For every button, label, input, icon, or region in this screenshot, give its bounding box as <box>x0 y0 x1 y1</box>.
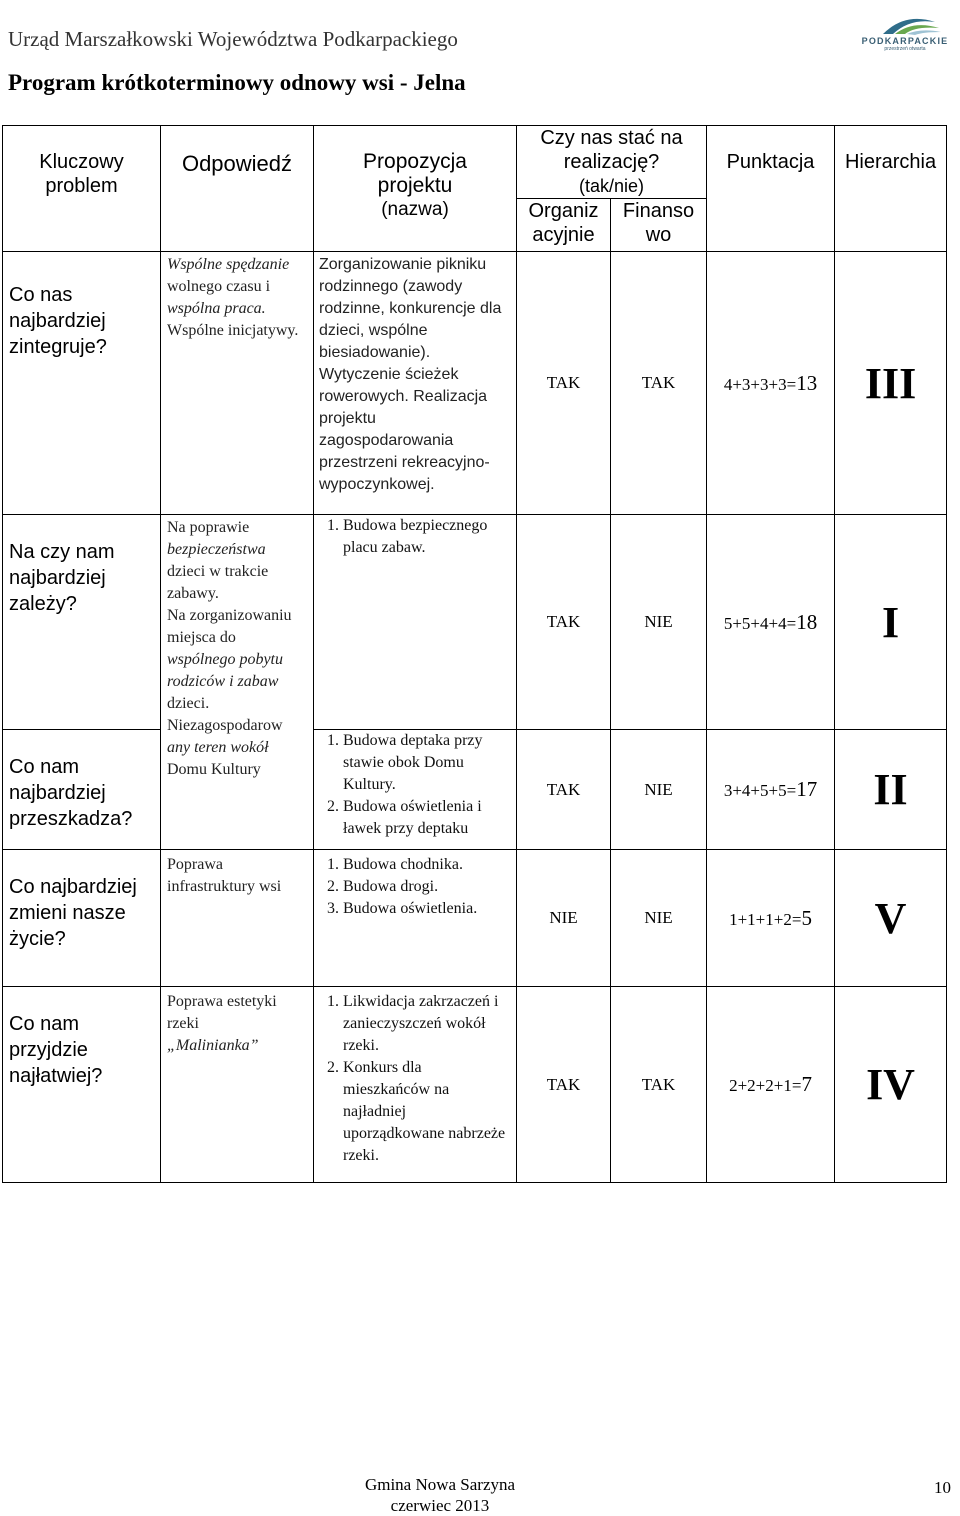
row1-answer: Wspólne spędzanie wolnego czasu i wspólna praca. Wspólne inicjatywy. <box>161 252 314 515</box>
row5-hierarchy: IV <box>835 987 947 1183</box>
row1-points: 4+3+3+3=13 <box>707 252 835 515</box>
logo-text: PODKARPACKIE <box>861 36 949 46</box>
row4-hierarchy: V <box>835 850 947 987</box>
merged-answer: Na poprawie bezpieczeństwa dzieci w trakcie zabawy. Na zorganizowaniu miejsca do wspólnego pobytu rodziców i zabaw dzieci. Niezagospodarow any teren wokół Domu Kultury <box>161 515 314 850</box>
row5-problem: Co nam przyjdzie najłatwiej? <box>3 987 161 1183</box>
program-table <box>2 125 947 1183</box>
logo-swoosh-icon <box>855 8 955 38</box>
logo-subtitle: przestrzeń otwarta <box>884 46 926 52</box>
header-org: Organiz acyjnie <box>517 199 611 252</box>
list-item: 2. Budowa drogi. <box>343 876 511 898</box>
footer <box>0 1474 880 1516</box>
row5-org: TAK <box>517 987 611 1183</box>
footer-municipality: Gmina Nowa Sarzyna <box>364 1475 516 1494</box>
podkarpackie-logo <box>855 8 955 54</box>
row4-proposal <box>314 850 517 987</box>
row4-org: NIE <box>517 850 611 987</box>
row1-hierarchy: III <box>835 252 947 515</box>
list-item: 3. Budowa oświetlenia. <box>343 898 511 920</box>
row2-hierarchy: I <box>835 515 947 730</box>
header-proposal: Propozycja projektu (nazwa) <box>314 126 517 252</box>
list-item: 1. Likwidacja zakrzaczeń i zanieczyszczeń wokół rzeki. <box>343 991 511 1057</box>
row2-points: 5+5+4+4=18 <box>707 515 835 730</box>
list-item: 1. Budowa bezpiecznego placu zabaw. <box>343 515 511 559</box>
row3-org: TAK <box>517 730 611 850</box>
list-item: 1. Budowa chodnika. <box>343 854 511 876</box>
row5-fin: TAK <box>611 987 707 1183</box>
document-title: Program krótkoterminowy odnowy wsi - Jelna <box>8 70 466 95</box>
row5-points: 2+2+2+1=7 <box>707 987 835 1183</box>
row2-fin: NIE <box>611 515 707 730</box>
row4-fin: NIE <box>611 850 707 987</box>
list-item: 2. Konkurs dla mieszkańców na najładniej uporządkowane nabrzeże rzeki. <box>343 1057 511 1167</box>
row2-problem: Na czy nam najbardziej zależy? <box>3 515 161 730</box>
list-item: 2. Budowa oświetlenia i ławek przy deptaku <box>343 796 511 840</box>
list-item: 1. Budowa deptaka przy stawie obok Domu Kultury. <box>343 730 511 796</box>
row3-hierarchy: II <box>835 730 947 850</box>
row4-answer: Poprawa infrastruktury wsi <box>161 850 314 987</box>
footer-date: czerwiec 2013 <box>390 1496 490 1515</box>
row3-proposal <box>314 730 517 850</box>
row3-fin: NIE <box>611 730 707 850</box>
header-problem: Kluczowy problem <box>3 126 161 252</box>
row5-answer: Poprawa estetyki rzeki „Malinianka” <box>161 987 314 1183</box>
row5-proposal <box>314 987 517 1183</box>
header-answer: Odpowiedź <box>161 126 314 252</box>
header-afford: Czy nas stać na realizację? (tak/nie) <box>517 126 707 199</box>
page-number: 10 <box>934 1478 951 1497</box>
row3-points: 3+4+5+5=17 <box>707 730 835 850</box>
row1-proposal: Zorganizowanie pikniku rodzinnego (zawody rodzinne, konkurencje dla dzieci, wspólne biesiadowanie). Wytyczenie ścieżek rowerowych. Realizacja projektu zagospodarowania przestrzeni rekreacyjno-wypoczynkowej. <box>314 252 517 515</box>
header-points: Punktacja <box>707 126 835 252</box>
row2-org: TAK <box>517 515 611 730</box>
row2-proposal <box>314 515 517 730</box>
row4-problem: Co najbardziej zmieni nasze życie? <box>3 850 161 987</box>
header-fin: Finanso wo <box>611 199 707 252</box>
row1-problem: Co nas najbardziej zintegruje? <box>3 252 161 515</box>
row3-problem: Co nam najbardziej przeszkadza? <box>3 730 161 850</box>
row1-org: TAK <box>517 252 611 515</box>
row1-fin: TAK <box>611 252 707 515</box>
header-hierarchy: Hierarchia <box>835 126 947 252</box>
office-title: Urząd Marszałkowski Województwa Podkarpackiego <box>8 27 458 51</box>
row4-points: 1+1+1+2=5 <box>707 850 835 987</box>
